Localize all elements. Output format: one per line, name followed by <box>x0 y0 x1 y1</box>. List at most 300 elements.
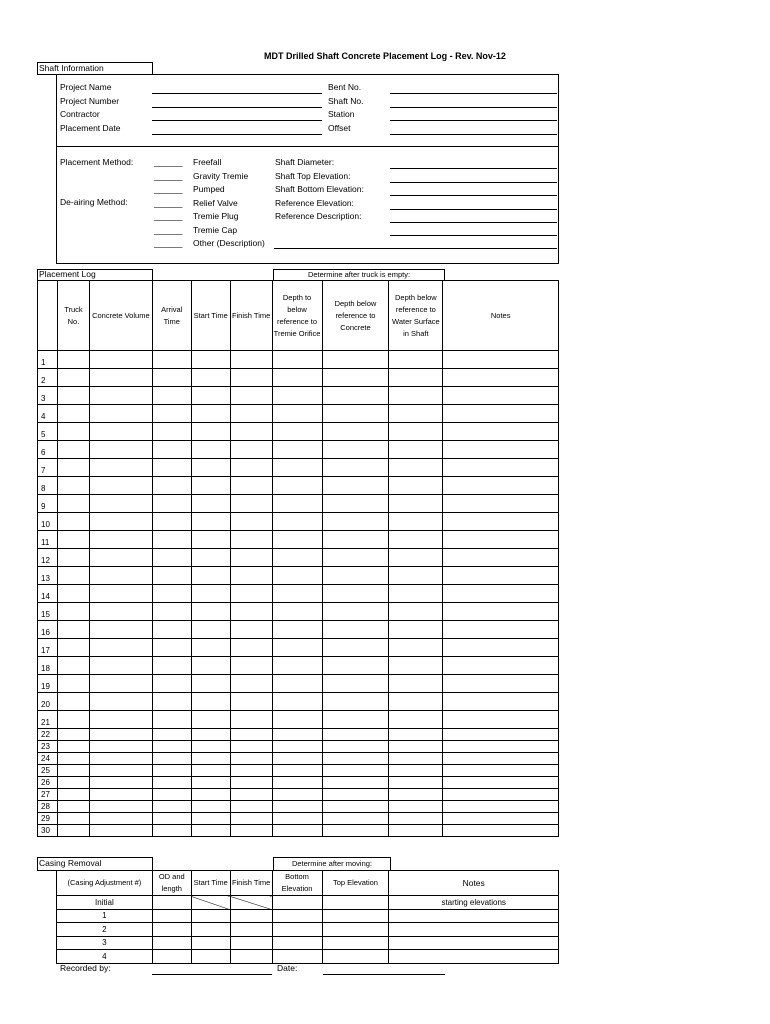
log-entry-cell[interactable] <box>152 813 191 825</box>
log-entry-cell[interactable] <box>389 423 443 441</box>
log-entry-cell[interactable] <box>230 387 272 405</box>
log-entry-cell[interactable] <box>322 513 389 531</box>
field-entry-line[interactable] <box>152 93 322 94</box>
casing-entry-cell[interactable] <box>322 909 389 923</box>
casing-entry-cell[interactable] <box>322 936 389 950</box>
field-entry-line[interactable] <box>390 182 557 183</box>
log-entry-cell[interactable] <box>322 801 389 813</box>
log-entry-cell[interactable] <box>191 639 230 657</box>
log-entry-cell[interactable] <box>152 477 191 495</box>
casing-entry-cell[interactable] <box>272 909 322 923</box>
date-line[interactable] <box>323 974 445 975</box>
log-entry-cell[interactable] <box>191 657 230 675</box>
log-entry-cell[interactable] <box>191 351 230 369</box>
log-entry-cell[interactable] <box>191 765 230 777</box>
log-entry-cell[interactable] <box>152 459 191 477</box>
log-entry-cell[interactable] <box>443 513 559 531</box>
log-entry-cell[interactable] <box>191 711 230 729</box>
log-entry-cell[interactable] <box>191 585 230 603</box>
casing-entry-cell[interactable] <box>230 950 272 964</box>
log-entry-cell[interactable] <box>230 813 272 825</box>
log-entry-cell[interactable] <box>389 693 443 711</box>
casing-entry-cell[interactable] <box>272 936 322 950</box>
log-entry-cell[interactable] <box>322 621 389 639</box>
log-entry-cell[interactable] <box>322 495 389 513</box>
log-entry-cell[interactable] <box>152 789 191 801</box>
log-entry-cell[interactable] <box>152 441 191 459</box>
log-entry-cell[interactable] <box>89 585 152 603</box>
log-entry-cell[interactable] <box>389 531 443 549</box>
casing-entry-cell[interactable] <box>152 896 191 910</box>
log-entry-cell[interactable] <box>272 675 322 693</box>
log-entry-cell[interactable] <box>272 801 322 813</box>
log-entry-cell[interactable] <box>57 369 89 387</box>
log-entry-cell[interactable] <box>272 351 322 369</box>
log-entry-cell[interactable] <box>272 387 322 405</box>
log-entry-cell[interactable] <box>89 729 152 741</box>
log-entry-cell[interactable] <box>322 639 389 657</box>
log-entry-cell[interactable] <box>322 369 389 387</box>
log-entry-cell[interactable] <box>57 825 89 837</box>
log-entry-cell[interactable] <box>152 801 191 813</box>
log-entry-cell[interactable] <box>89 423 152 441</box>
log-entry-cell[interactable] <box>191 729 230 741</box>
log-entry-cell[interactable] <box>57 477 89 495</box>
log-entry-cell[interactable] <box>152 753 191 765</box>
log-entry-cell[interactable] <box>152 711 191 729</box>
log-entry-cell[interactable] <box>191 693 230 711</box>
log-entry-cell[interactable] <box>230 621 272 639</box>
log-entry-cell[interactable] <box>57 621 89 639</box>
log-entry-cell[interactable] <box>191 789 230 801</box>
log-entry-cell[interactable] <box>152 621 191 639</box>
log-entry-cell[interactable] <box>443 621 559 639</box>
field-entry-line[interactable] <box>390 222 557 223</box>
log-entry-cell[interactable] <box>89 567 152 585</box>
log-entry-cell[interactable] <box>89 477 152 495</box>
log-entry-cell[interactable] <box>57 531 89 549</box>
log-entry-cell[interactable] <box>57 639 89 657</box>
log-entry-cell[interactable] <box>230 765 272 777</box>
log-entry-cell[interactable] <box>443 765 559 777</box>
log-entry-cell[interactable] <box>152 585 191 603</box>
log-entry-cell[interactable] <box>191 753 230 765</box>
log-entry-cell[interactable] <box>389 549 443 567</box>
log-entry-cell[interactable] <box>322 441 389 459</box>
log-entry-cell[interactable] <box>152 777 191 789</box>
log-entry-cell[interactable] <box>443 729 559 741</box>
method-blank[interactable]: ______ <box>154 184 183 194</box>
log-entry-cell[interactable] <box>389 513 443 531</box>
log-entry-cell[interactable] <box>191 441 230 459</box>
log-entry-cell[interactable] <box>443 567 559 585</box>
log-entry-cell[interactable] <box>322 459 389 477</box>
log-entry-cell[interactable] <box>152 369 191 387</box>
casing-entry-cell[interactable] <box>230 923 272 937</box>
log-entry-cell[interactable] <box>152 603 191 621</box>
log-entry-cell[interactable] <box>443 423 559 441</box>
log-entry-cell[interactable] <box>389 603 443 621</box>
log-entry-cell[interactable] <box>89 459 152 477</box>
log-entry-cell[interactable] <box>191 459 230 477</box>
log-entry-cell[interactable] <box>443 693 559 711</box>
log-entry-cell[interactable] <box>152 741 191 753</box>
log-entry-cell[interactable] <box>272 639 322 657</box>
log-entry-cell[interactable] <box>57 459 89 477</box>
log-entry-cell[interactable] <box>322 777 389 789</box>
log-entry-cell[interactable] <box>272 549 322 567</box>
log-entry-cell[interactable] <box>152 549 191 567</box>
log-entry-cell[interactable] <box>230 513 272 531</box>
casing-entry-cell[interactable] <box>191 936 230 950</box>
log-entry-cell[interactable] <box>389 585 443 603</box>
log-entry-cell[interactable] <box>152 657 191 675</box>
log-entry-cell[interactable] <box>191 387 230 405</box>
log-entry-cell[interactable] <box>272 405 322 423</box>
log-entry-cell[interactable] <box>322 603 389 621</box>
log-entry-cell[interactable] <box>389 369 443 387</box>
log-entry-cell[interactable] <box>272 567 322 585</box>
log-entry-cell[interactable] <box>89 495 152 513</box>
log-entry-cell[interactable] <box>191 513 230 531</box>
log-entry-cell[interactable] <box>272 495 322 513</box>
log-entry-cell[interactable] <box>272 825 322 837</box>
field-entry-line[interactable] <box>390 120 557 121</box>
log-entry-cell[interactable] <box>322 825 389 837</box>
log-entry-cell[interactable] <box>322 351 389 369</box>
log-entry-cell[interactable] <box>191 477 230 495</box>
log-entry-cell[interactable] <box>389 621 443 639</box>
casing-entry-cell[interactable] <box>152 909 191 923</box>
casing-entry-cell[interactable] <box>322 950 389 964</box>
field-entry-line[interactable] <box>152 134 322 135</box>
log-entry-cell[interactable] <box>57 585 89 603</box>
casing-entry-cell[interactable] <box>230 936 272 950</box>
log-entry-cell[interactable] <box>230 423 272 441</box>
log-entry-cell[interactable] <box>57 387 89 405</box>
log-entry-cell[interactable] <box>230 549 272 567</box>
log-entry-cell[interactable] <box>443 441 559 459</box>
casing-entry-cell[interactable] <box>152 923 191 937</box>
log-entry-cell[interactable] <box>443 675 559 693</box>
field-entry-line[interactable] <box>152 107 322 108</box>
casing-entry-cell[interactable] <box>322 896 389 910</box>
log-entry-cell[interactable] <box>89 753 152 765</box>
log-entry-cell[interactable] <box>89 711 152 729</box>
method-blank[interactable]: ______ <box>154 170 183 181</box>
log-entry-cell[interactable] <box>322 423 389 441</box>
casing-entry-cell[interactable] <box>191 923 230 937</box>
log-entry-cell[interactable] <box>191 423 230 441</box>
log-entry-cell[interactable] <box>152 531 191 549</box>
log-entry-cell[interactable] <box>272 777 322 789</box>
log-entry-cell[interactable] <box>230 369 272 387</box>
log-entry-cell[interactable] <box>389 657 443 675</box>
log-entry-cell[interactable] <box>389 711 443 729</box>
casing-entry-cell[interactable] <box>230 909 272 923</box>
log-entry-cell[interactable] <box>443 477 559 495</box>
log-entry-cell[interactable] <box>230 567 272 585</box>
log-entry-cell[interactable] <box>443 495 559 513</box>
log-entry-cell[interactable] <box>389 495 443 513</box>
log-entry-cell[interactable] <box>152 405 191 423</box>
log-entry-cell[interactable] <box>57 513 89 531</box>
log-entry-cell[interactable] <box>89 621 152 639</box>
log-entry-cell[interactable] <box>389 477 443 495</box>
field-entry-line[interactable] <box>390 107 557 108</box>
log-entry-cell[interactable] <box>57 813 89 825</box>
log-entry-cell[interactable] <box>322 531 389 549</box>
log-entry-cell[interactable] <box>152 567 191 585</box>
log-entry-cell[interactable] <box>57 657 89 675</box>
method-blank[interactable]: ______ <box>154 238 183 248</box>
log-entry-cell[interactable] <box>230 441 272 459</box>
log-entry-cell[interactable] <box>443 789 559 801</box>
log-entry-cell[interactable] <box>230 675 272 693</box>
other-description-line[interactable] <box>274 248 557 249</box>
log-entry-cell[interactable] <box>322 477 389 495</box>
field-entry-line[interactable] <box>390 134 557 135</box>
log-entry-cell[interactable] <box>389 741 443 753</box>
log-entry-cell[interactable] <box>443 711 559 729</box>
log-entry-cell[interactable] <box>443 741 559 753</box>
log-entry-cell[interactable] <box>322 675 389 693</box>
log-entry-cell[interactable] <box>57 753 89 765</box>
method-blank[interactable]: ______ <box>154 197 183 208</box>
log-entry-cell[interactable] <box>272 813 322 825</box>
casing-entry-cell[interactable] <box>389 923 559 937</box>
casing-entry-cell[interactable] <box>389 950 559 964</box>
log-entry-cell[interactable] <box>89 765 152 777</box>
log-entry-cell[interactable] <box>230 777 272 789</box>
log-entry-cell[interactable] <box>272 531 322 549</box>
log-entry-cell[interactable] <box>230 825 272 837</box>
log-entry-cell[interactable] <box>322 387 389 405</box>
log-entry-cell[interactable] <box>89 657 152 675</box>
log-entry-cell[interactable] <box>152 423 191 441</box>
log-entry-cell[interactable] <box>443 387 559 405</box>
log-entry-cell[interactable] <box>57 351 89 369</box>
log-entry-cell[interactable] <box>89 369 152 387</box>
log-entry-cell[interactable] <box>230 495 272 513</box>
log-entry-cell[interactable] <box>230 801 272 813</box>
log-entry-cell[interactable] <box>152 387 191 405</box>
log-entry-cell[interactable] <box>230 477 272 495</box>
log-entry-cell[interactable] <box>57 801 89 813</box>
log-entry-cell[interactable] <box>443 459 559 477</box>
log-entry-cell[interactable] <box>389 729 443 741</box>
log-entry-cell[interactable] <box>389 789 443 801</box>
casing-entry-cell[interactable] <box>272 950 322 964</box>
casing-note[interactable]: starting elevations <box>389 896 559 910</box>
log-entry-cell[interactable] <box>322 585 389 603</box>
field-entry-line[interactable] <box>152 120 322 121</box>
log-entry-cell[interactable] <box>272 729 322 741</box>
casing-entry-cell[interactable] <box>389 909 559 923</box>
log-entry-cell[interactable] <box>230 639 272 657</box>
log-entry-cell[interactable] <box>389 675 443 693</box>
log-entry-cell[interactable] <box>322 729 389 741</box>
log-entry-cell[interactable] <box>443 777 559 789</box>
log-entry-cell[interactable] <box>89 441 152 459</box>
recorded-by-line[interactable] <box>152 974 272 975</box>
log-entry-cell[interactable] <box>389 813 443 825</box>
log-entry-cell[interactable] <box>443 639 559 657</box>
log-entry-cell[interactable] <box>230 729 272 741</box>
log-entry-cell[interactable] <box>89 813 152 825</box>
log-entry-cell[interactable] <box>272 459 322 477</box>
log-entry-cell[interactable] <box>230 603 272 621</box>
log-entry-cell[interactable] <box>389 567 443 585</box>
log-entry-cell[interactable] <box>230 459 272 477</box>
log-entry-cell[interactable] <box>230 753 272 765</box>
log-entry-cell[interactable] <box>57 495 89 513</box>
log-entry-cell[interactable] <box>152 513 191 531</box>
log-entry-cell[interactable] <box>89 549 152 567</box>
log-entry-cell[interactable] <box>230 711 272 729</box>
log-entry-cell[interactable] <box>57 405 89 423</box>
log-entry-cell[interactable] <box>272 513 322 531</box>
log-entry-cell[interactable] <box>230 405 272 423</box>
method-blank[interactable]: ______ <box>154 211 183 221</box>
casing-entry-cell[interactable] <box>389 936 559 950</box>
log-entry-cell[interactable] <box>443 405 559 423</box>
log-entry-cell[interactable] <box>443 825 559 837</box>
log-entry-cell[interactable] <box>191 531 230 549</box>
log-entry-cell[interactable] <box>191 369 230 387</box>
log-entry-cell[interactable] <box>191 741 230 753</box>
casing-entry-cell[interactable] <box>272 923 322 937</box>
log-entry-cell[interactable] <box>191 405 230 423</box>
casing-entry-cell[interactable] <box>152 950 191 964</box>
log-entry-cell[interactable] <box>389 459 443 477</box>
log-entry-cell[interactable] <box>443 369 559 387</box>
log-entry-cell[interactable] <box>443 801 559 813</box>
log-entry-cell[interactable] <box>191 603 230 621</box>
log-entry-cell[interactable] <box>89 777 152 789</box>
log-entry-cell[interactable] <box>389 351 443 369</box>
log-entry-cell[interactable] <box>443 657 559 675</box>
log-entry-cell[interactable] <box>230 693 272 711</box>
method-blank[interactable]: ______ <box>154 224 183 235</box>
log-entry-cell[interactable] <box>152 639 191 657</box>
log-entry-cell[interactable] <box>389 639 443 657</box>
log-entry-cell[interactable] <box>322 567 389 585</box>
casing-entry-cell[interactable] <box>152 936 191 950</box>
log-entry-cell[interactable] <box>272 693 322 711</box>
log-entry-cell[interactable] <box>89 741 152 753</box>
log-entry-cell[interactable] <box>322 405 389 423</box>
log-entry-cell[interactable] <box>443 603 559 621</box>
log-entry-cell[interactable] <box>389 825 443 837</box>
log-entry-cell[interactable] <box>322 789 389 801</box>
log-entry-cell[interactable] <box>389 801 443 813</box>
log-entry-cell[interactable] <box>152 825 191 837</box>
log-entry-cell[interactable] <box>152 765 191 777</box>
log-entry-cell[interactable] <box>89 801 152 813</box>
log-entry-cell[interactable] <box>230 531 272 549</box>
log-entry-cell[interactable] <box>272 765 322 777</box>
log-entry-cell[interactable] <box>272 711 322 729</box>
log-entry-cell[interactable] <box>191 675 230 693</box>
log-entry-cell[interactable] <box>57 765 89 777</box>
casing-entry-cell[interactable] <box>191 896 230 910</box>
log-entry-cell[interactable] <box>272 369 322 387</box>
log-entry-cell[interactable] <box>191 825 230 837</box>
log-entry-cell[interactable] <box>272 621 322 639</box>
log-entry-cell[interactable] <box>57 777 89 789</box>
log-entry-cell[interactable] <box>152 729 191 741</box>
log-entry-cell[interactable] <box>272 585 322 603</box>
log-entry-cell[interactable] <box>89 789 152 801</box>
log-entry-cell[interactable] <box>89 825 152 837</box>
casing-entry-cell[interactable] <box>272 896 322 910</box>
log-entry-cell[interactable] <box>152 351 191 369</box>
log-entry-cell[interactable] <box>230 585 272 603</box>
log-entry-cell[interactable] <box>443 585 559 603</box>
log-entry-cell[interactable] <box>322 813 389 825</box>
casing-entry-cell[interactable] <box>322 923 389 937</box>
field-entry-line[interactable] <box>390 209 557 210</box>
log-entry-cell[interactable] <box>443 531 559 549</box>
log-entry-cell[interactable] <box>89 675 152 693</box>
log-entry-cell[interactable] <box>322 741 389 753</box>
log-entry-cell[interactable] <box>443 753 559 765</box>
log-entry-cell[interactable] <box>89 387 152 405</box>
log-entry-cell[interactable] <box>57 789 89 801</box>
log-entry-cell[interactable] <box>57 741 89 753</box>
log-entry-cell[interactable] <box>389 405 443 423</box>
log-entry-cell[interactable] <box>389 777 443 789</box>
log-entry-cell[interactable] <box>443 813 559 825</box>
log-entry-cell[interactable] <box>443 351 559 369</box>
log-entry-cell[interactable] <box>57 549 89 567</box>
log-entry-cell[interactable] <box>191 801 230 813</box>
log-entry-cell[interactable] <box>443 549 559 567</box>
log-entry-cell[interactable] <box>272 423 322 441</box>
field-entry-line[interactable] <box>390 195 557 196</box>
log-entry-cell[interactable] <box>152 693 191 711</box>
log-entry-cell[interactable] <box>272 441 322 459</box>
log-entry-cell[interactable] <box>57 441 89 459</box>
log-entry-cell[interactable] <box>152 495 191 513</box>
log-entry-cell[interactable] <box>89 639 152 657</box>
log-entry-cell[interactable] <box>89 405 152 423</box>
log-entry-cell[interactable] <box>389 387 443 405</box>
log-entry-cell[interactable] <box>152 675 191 693</box>
log-entry-cell[interactable] <box>272 789 322 801</box>
casing-entry-cell[interactable] <box>191 950 230 964</box>
log-entry-cell[interactable] <box>322 549 389 567</box>
log-entry-cell[interactable] <box>57 423 89 441</box>
log-entry-cell[interactable] <box>322 711 389 729</box>
casing-entry-cell[interactable] <box>191 909 230 923</box>
casing-entry-cell[interactable] <box>230 896 272 910</box>
log-entry-cell[interactable] <box>89 351 152 369</box>
log-entry-cell[interactable] <box>57 729 89 741</box>
log-entry-cell[interactable] <box>89 531 152 549</box>
log-entry-cell[interactable] <box>322 693 389 711</box>
log-entry-cell[interactable] <box>89 693 152 711</box>
log-entry-cell[interactable] <box>57 711 89 729</box>
log-entry-cell[interactable] <box>272 657 322 675</box>
log-entry-cell[interactable] <box>57 603 89 621</box>
log-entry-cell[interactable] <box>230 741 272 753</box>
log-entry-cell[interactable] <box>191 567 230 585</box>
log-entry-cell[interactable] <box>389 753 443 765</box>
field-entry-line[interactable] <box>390 168 557 169</box>
log-entry-cell[interactable] <box>57 693 89 711</box>
